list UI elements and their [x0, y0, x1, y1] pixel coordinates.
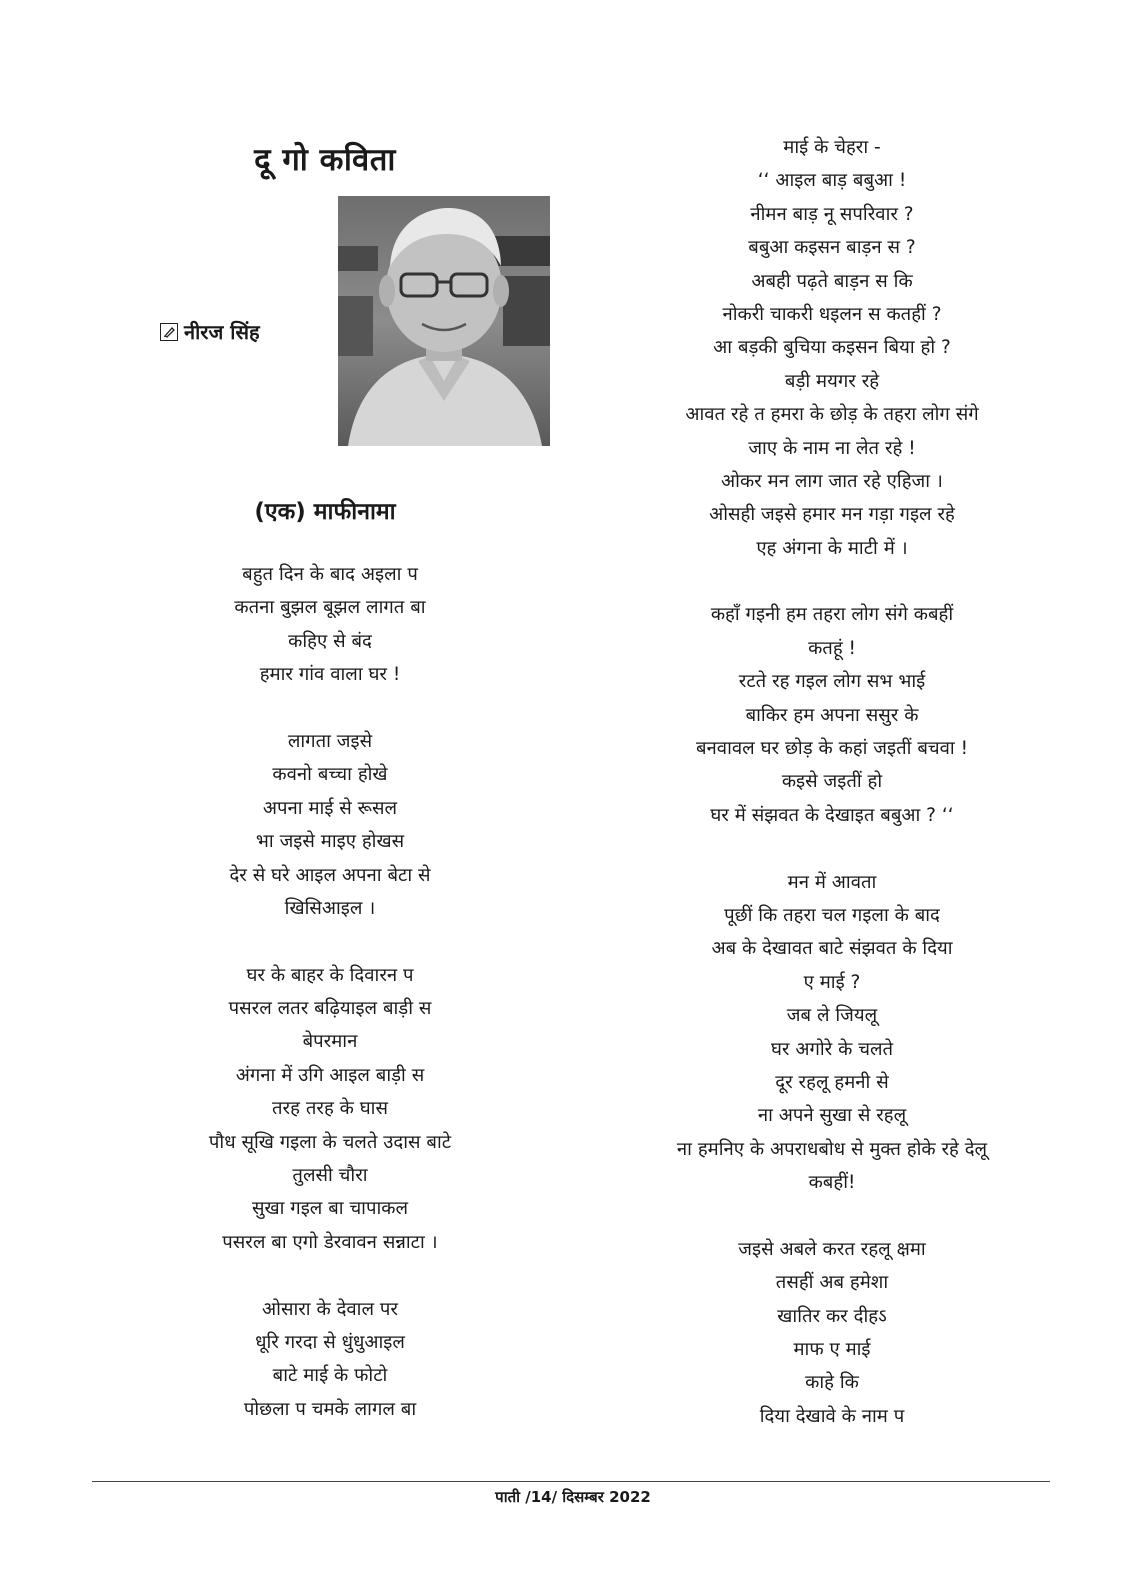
poem-line — [612, 832, 1052, 865]
poem-line: कइसे जइतीं हो — [781, 771, 883, 793]
poem-line: घर अगोरे के चलते — [770, 1038, 894, 1060]
poem-line: आवत रहे त हमरा के छोड़ के तहरा लोग संगे — [685, 404, 979, 426]
poem-line: कतना बुझल बूझल लागत बा — [234, 597, 426, 619]
poem-column-left — [120, 558, 540, 1426]
poem-line: पसरल लतर बढ़ियाइल बाड़ी स — [228, 998, 432, 1020]
poem-line: बेपरमान — [302, 1031, 358, 1053]
poem-line: ओसही जइसे हमार मन गड़ा गइल रहे — [709, 504, 955, 526]
poem-line: काहे कि — [805, 1372, 859, 1394]
poem-line — [612, 1200, 1052, 1233]
poem-line: बड़ी मयगर रहे — [784, 370, 880, 392]
poem-line: अबही पढ़ते बाड़न स कि — [751, 270, 913, 292]
poem-line: घर के बाहर के दिवारन प — [246, 964, 414, 986]
poem-line: पोछला प चमके लागल बा — [243, 1398, 417, 1420]
poem-line: दूर रहलू हमनी से — [775, 1071, 889, 1093]
poem-line: रटते रह गइल लोग सभ भाई — [738, 671, 926, 693]
pen-icon — [160, 323, 178, 341]
poem-line: लागता जइसे — [287, 730, 373, 752]
poem-line: ना अपने सुखा से रहलू — [757, 1105, 907, 1127]
poem-line: कतहूं ! — [808, 637, 856, 659]
poem-line: धूरि गरदा से धुंधुआइल — [255, 1331, 405, 1353]
poem-line: मन में आवता — [787, 871, 877, 893]
poem-line — [120, 925, 540, 958]
poem-line — [612, 565, 1052, 598]
poem-line: हमार गांव वाला घर ! — [259, 664, 401, 686]
poem-line: कहिए से बंद — [288, 630, 372, 652]
poem-line: तरह तरह के घास — [272, 1098, 388, 1120]
poem-line: नीमन बाड़ नू सपरिवार ? — [750, 203, 914, 225]
poem-line: बहुत दिन के बाद अइला प — [242, 564, 418, 585]
poem-line: ओसारा के देवाल पर — [262, 1298, 398, 1320]
poem-line: जब ले जियलू — [786, 1005, 878, 1027]
poem-line: अपना माई से रूसल — [262, 797, 398, 819]
poem-line: ‘‘ आइल बाड़ बबुआ ! — [757, 170, 907, 192]
poem-line: बनवावल घर छोड़ के कहां जइतीं बचवा ! — [695, 738, 969, 760]
poem-line: घर में संझवत के देखाइत बबुआ ? ‘‘ — [710, 804, 954, 826]
poem-line: आ बड़की बुचिया कइसन बिया हो ? — [713, 337, 951, 359]
poem-line — [120, 1259, 540, 1292]
author-name: नीरज सिंह — [184, 320, 260, 344]
poem-line: ए माई ? — [803, 971, 861, 993]
poem-line: अब के देखावत बाटे संझवत के दिया — [711, 938, 953, 960]
poem-line: कहाँ गइनी हम तहरा लोग संगे कबहीं — [710, 604, 954, 626]
poem-line: कवनो बच्चा होखे — [272, 764, 388, 786]
poem-line: पौध सूखि गइला के चलते उदास बाटे — [208, 1131, 452, 1153]
poem-line: तुलसी चौरा — [292, 1165, 368, 1187]
page-footer: पाती /14/ दिसम्बर 2022 — [495, 1488, 651, 1506]
poem-title: दू गो कविता — [254, 142, 396, 178]
poem-line: ना हमनिए के अपराधबोध से मुक्त होके रहे देलू — [676, 1138, 988, 1160]
poem-line: खातिर कर दीहऽ — [777, 1305, 887, 1327]
poem-column-right — [612, 131, 1052, 1433]
footer-divider — [92, 1481, 1050, 1482]
poem-line: खिसिआइल । — [284, 897, 376, 919]
poem-line: बाटे माई के फोटो — [272, 1365, 388, 1387]
poem-line: माई के चेहरा - — [783, 137, 881, 158]
poem-subtitle: (एक) माफीनामा — [254, 499, 396, 525]
poem-line: ओकर मन लाग जात रहे एहिजा । — [721, 470, 943, 492]
author-portrait — [338, 196, 550, 446]
poem-line: देर से घरे आइल अपना बेटा से — [229, 864, 431, 886]
poem-line: सुखा गइल बा चापाकल — [251, 1198, 409, 1220]
poem-line: माफ ए माई — [793, 1339, 871, 1361]
poem-line — [120, 692, 540, 725]
poem-line: भा जइसे माइए होखस — [255, 831, 405, 853]
poem-line: जइसे अबले करत रहलू क्षमा — [738, 1238, 926, 1260]
poem-line: नोकरी चाकरी धइलन स कतहीं ? — [722, 303, 942, 325]
poem-line: पसरल बा एगो डेरवावन सन्नाटा । — [222, 1231, 438, 1253]
poem-line: अंगना में उगि आइल बाड़ी स — [235, 1064, 425, 1086]
poem-line: दिया देखावे के नाम प — [759, 1405, 905, 1427]
poem-line: बाकिर हम अपना ससुर के — [745, 704, 919, 726]
poem-line: तसहीं अब हमेशा — [775, 1272, 889, 1294]
author-byline — [160, 318, 260, 345]
poem-line: पूछीं कि तहरा चल गइला के बाद — [724, 904, 940, 926]
poem-line: एह अंगना के माटी में । — [756, 537, 908, 559]
poem-line: बबुआ कइसन बाड़न स ? — [748, 237, 916, 259]
poem-line: कबहीं! — [808, 1172, 856, 1194]
poem-line: जाए के नाम ना लेत रहे ! — [748, 437, 916, 459]
